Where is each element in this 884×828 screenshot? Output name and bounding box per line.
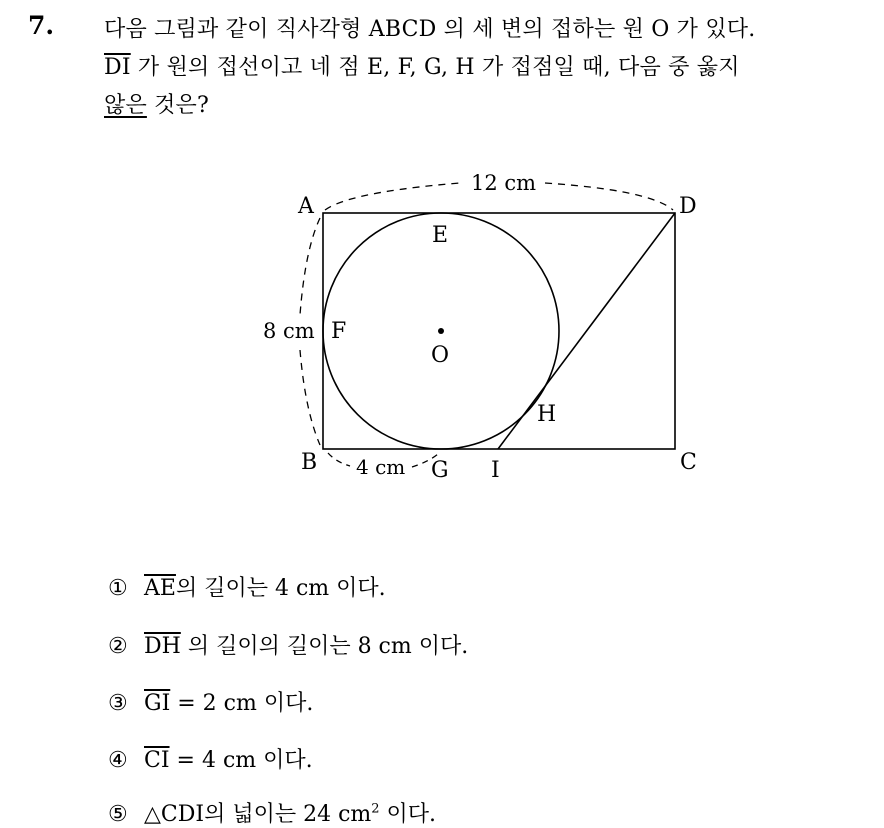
- choice-segment: $\overline{DH}$: [144, 634, 181, 659]
- label-d: D: [679, 194, 697, 219]
- choice-segment: $\overline{CI}$: [144, 748, 170, 773]
- choice-mark: ②: [108, 634, 128, 659]
- choice-text: 의 길이의 길이는 8 cm 이다.: [180, 634, 469, 659]
- choice-segment: $\overline{GI}$: [144, 691, 171, 716]
- label-f: F: [331, 319, 347, 344]
- question-line-3-text: 것은?: [146, 93, 209, 118]
- label-h: H: [537, 402, 557, 427]
- choice-5[interactable]: [108, 797, 436, 828]
- choice-superscript: 2: [371, 801, 380, 817]
- label-e: E: [432, 223, 449, 248]
- dimension-arc-left-lower: [300, 350, 320, 445]
- choice-3[interactable]: [108, 686, 313, 717]
- dimension-arc-bottom-left: [328, 453, 350, 466]
- choice-4[interactable]: [108, 743, 313, 774]
- label-o: O: [431, 343, 450, 368]
- underlined-word: 않은: [104, 93, 147, 118]
- segment-di: $\overline{DI}$: [104, 55, 131, 80]
- label-top-length: 12 cm: [471, 171, 537, 195]
- choice-text: = 2 cm 이다.: [170, 691, 314, 716]
- choice-suffix: 이다.: [379, 802, 437, 827]
- choice-text: 의 넓이는 24 cm: [204, 802, 372, 827]
- choice-text: = 4 cm 이다.: [169, 748, 313, 773]
- label-g: G: [431, 458, 449, 483]
- choice-segment: $\overline{AE}$: [144, 576, 176, 601]
- label-b: B: [301, 450, 318, 475]
- dimension-arc-top: [325, 183, 460, 210]
- center-point: [438, 328, 444, 334]
- choice-mark: ④: [108, 748, 128, 773]
- label-i: I: [491, 458, 500, 483]
- dimension-arc-left-upper: [300, 218, 320, 315]
- question-line-1: 다음 그림과 같이 직사각형 ABCD 의 세 변의 접하는 원 O 가 있다.: [104, 17, 756, 42]
- question-line-2-text: 가 원의 접선이고 네 점 E, F, G, H 가 접점일 때, 다음 중 옳지: [130, 55, 740, 80]
- choice-mark: ①: [108, 576, 128, 601]
- choice-prefix: △CDI: [144, 802, 205, 827]
- label-a: A: [298, 194, 314, 219]
- choice-mark: ⑤: [108, 802, 128, 827]
- label-left-length: 8 cm: [263, 319, 315, 343]
- dimension-arc-top-right: [545, 183, 673, 210]
- question-number: 7.: [28, 11, 55, 40]
- choice-1[interactable]: [108, 571, 386, 602]
- choice-mark: ③: [108, 691, 128, 716]
- choice-text: 의 길이는 4 cm 이다.: [175, 576, 386, 601]
- label-bottom-length: 4 cm: [356, 455, 406, 479]
- choice-2[interactable]: [108, 629, 468, 660]
- rectangle-abcd: [323, 213, 675, 449]
- label-c: C: [680, 450, 697, 475]
